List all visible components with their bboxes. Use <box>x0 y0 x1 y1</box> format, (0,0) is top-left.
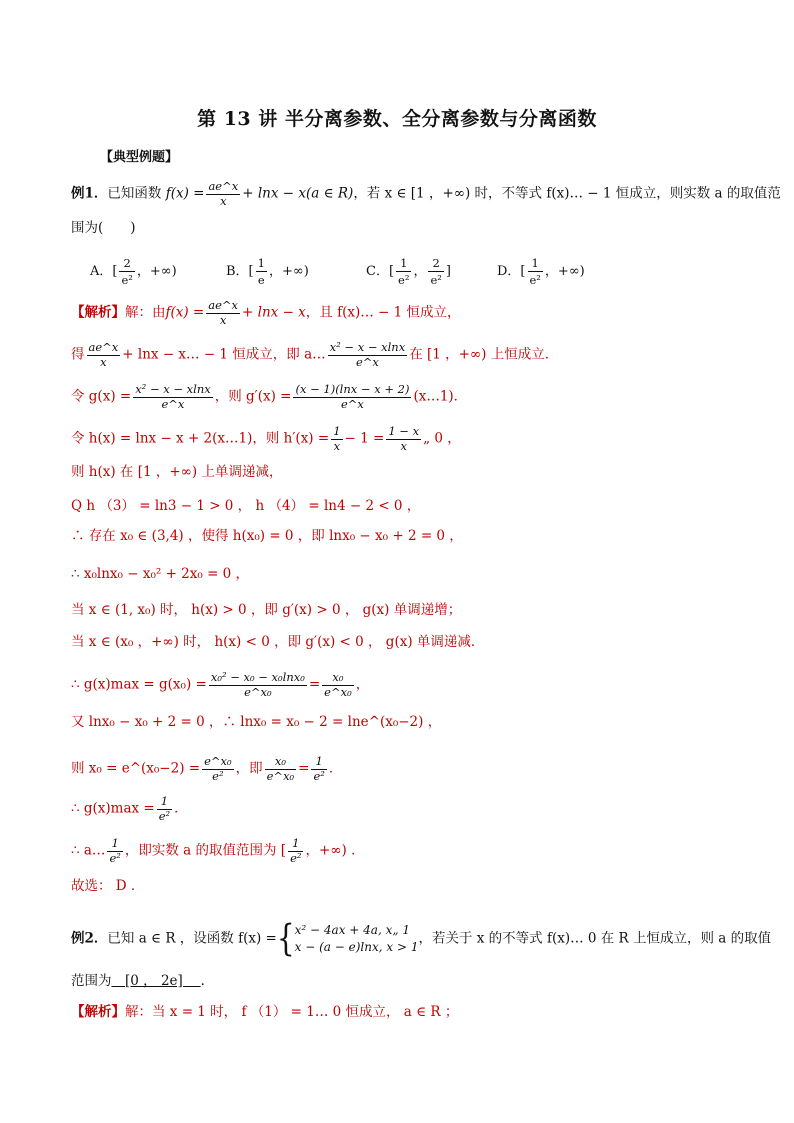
solution2-line1: 【解析】解：当 x = 1 时， f （1） = 1… 0 恒成立， a ∈ R ； <box>71 1004 459 1020</box>
choice-a[interactable]: A．[ $\frac{2}{\text{e²}}$ ，+∞) <box>90 256 177 287</box>
example1-stem: 例1．已知函数 f(x) = $\frac{ae\^{}x}{x}$ + lnx − x(a ∈ R)，若 x ∈ [1 ，+∞) 时，不等式 f(x)… − 1 恒成立，则实数 a 的取值范 <box>71 179 781 208</box>
example2-stem: 例2．已知 a ∈ R ，设函数 f(x) ={ x² − 4ax + 4a, x„ 1 x − (a − e)lnx, x > 1 ，若关于 x 的不等式 f(x)… 0 在 R 上恒成立，则 a 的取值 <box>71 916 772 960</box>
section-heading: 【典型例题】 <box>100 150 179 165</box>
solution1-line5: 则 h(x) 在 [1 ，+∞) 上单调递减， <box>71 464 283 480</box>
solution1-line11: ∴ g(x)max = g(x₀) = $\frac{\text{x₀² − x₀ − x₀lnx₀}}{\text{e\textasciicircum{}x₀}}$ = $\frac{\text{x₀}}{\text{e\textasciicircum{}x₀}}$ ， <box>71 670 370 699</box>
solution1-line6: Q h （3） = ln3 − 1 > 0 ， h （4） = ln4 − 2 < 0 ， <box>71 498 421 514</box>
solution1-line12: 又 lnx₀ − x₀ + 2 = 0 ，∴ lnx₀ = x₀ − 2 = lne^(x₀−2) ， <box>71 714 442 730</box>
example1-label: 例1． <box>71 185 108 202</box>
solution1-line10: 当 x ∈ (x₀ ，+∞) 时， h(x) < 0 ，即 g′(x) < 0 ， g(x) 单调递减． <box>71 634 485 650</box>
solution1-line2: 得 $\frac{ae\^{}x}{x}$ + lnx − x… − 1 恒成立，即 a… $\frac{\text{x² − x − xlnx}}{e\^{}x}$ 在 [1 ，+∞) 上恒成立． <box>71 340 559 369</box>
solution1-line14: ∴ g(x)max = $\frac{1}{\text{e²}}$ ． <box>71 794 188 823</box>
solution1-line4: 令 h(x) = lnx − x + 2(x…1)，则 h′(x) = $\frac{1}{x}$ − 1 = $\frac{1 - x}{x}$ „ 0 ， <box>71 424 461 453</box>
choice-b[interactable]: B．[ $\frac{1}{e}$ ，+∞) <box>226 256 309 287</box>
solution1-line3: 令 g(x) = $\frac{\text{x² − x − xlnx}}{e\^{}x}$ ，则 g′(x) = $\frac{(x - 1)(\ln x - x + 2)}{e\^{}x}$ (x…1)． <box>71 382 468 411</box>
example1-stem-cont: 围为( ) <box>71 220 136 236</box>
solution1-line13: 则 x₀ = e^(x₀−2) = $\frac{\text{e\textasciicircum{}x₀}}{\text{e²}}$ ，即 $\frac{\text{x₀}}{\text{e\textasciicircum{}x₀}}$ = $\frac{1}{\text{e²}}$ ． <box>71 754 343 783</box>
fraction: $\frac{ae\^{}x}{x}$ <box>208 179 239 208</box>
solution1-answer: 故选： D ． <box>71 878 145 894</box>
solution-tag: 【解析】 <box>71 304 125 321</box>
solution1-line8: ∴ x₀lnx₀ − x₀² + 2x₀ = 0 ， <box>71 566 250 582</box>
solution-tag: 【解析】 <box>71 1004 125 1020</box>
left-brace: { <box>276 916 295 960</box>
solution1-line9: 当 x ∈ (1, x₀) 时， h(x) > 0 ，即 g′(x) > 0 ， g(x) 单调递增； <box>71 602 462 618</box>
choice-c[interactable]: C．[ $\frac{1}{\text{e²}}$ ， $\frac{2}{\text{e²}}$ ] <box>366 256 451 287</box>
answer-blank: [0 ， 2e] <box>111 973 201 989</box>
solution1-line1: 【解析】解：由f(x) = $\frac{ae\^{}x}{x}$ + lnx − x，且 f(x)… − 1 恒成立， <box>71 298 461 327</box>
choice-d[interactable]: D．[ $\frac{1}{\text{e²}}$ ，+∞) <box>497 256 585 287</box>
page-title: 第 13 讲 半分离参数、全分离参数与分离函数 <box>197 108 597 130</box>
example2-label: 例2． <box>71 930 108 947</box>
example2-stem-cont: 范围为 [0 ， 2e] ． <box>71 973 215 989</box>
solution1-line15: ∴ a… $\frac{1}{\text{e²}}$ ，即实数 a 的取值范围为 [ $\frac{1}{\text{e²}}$ ，+∞) ． <box>71 836 365 865</box>
piecewise-cases: x² − 4ax + 4a, x„ 1 x − (a − e)lnx, x > 1 <box>294 923 419 954</box>
solution1-line7: ∴ 存在 x₀ ∈ (3,4) ，使得 h(x₀) = 0 ，即 lnx₀ − x₀ + 2 = 0 ， <box>71 528 463 544</box>
